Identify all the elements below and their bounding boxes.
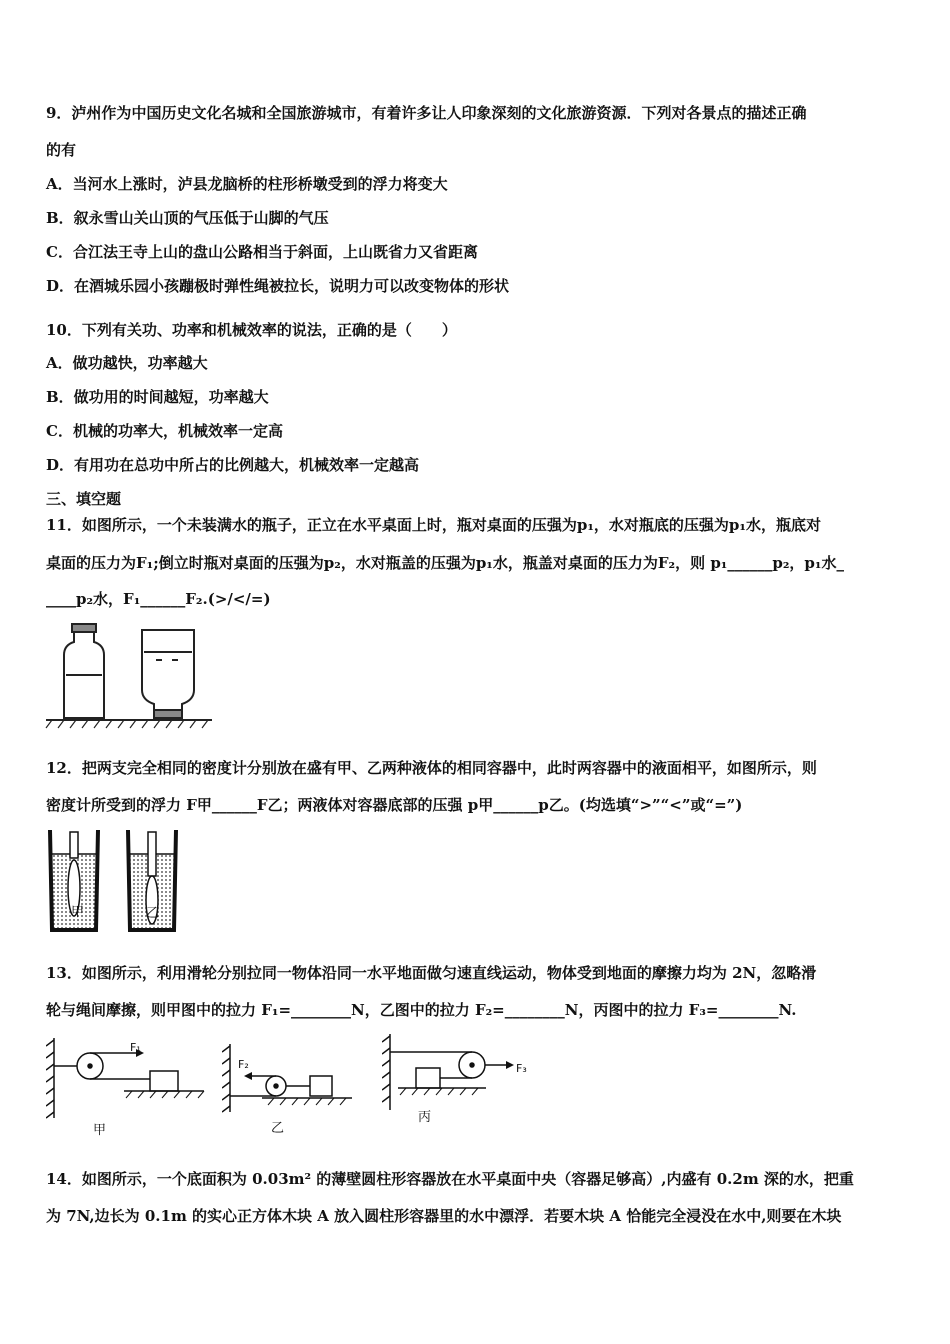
q10-option-b: B．做功用的时间越短，功率越大: [46, 388, 269, 406]
q11-line2: 桌面的压力为F₁;倒立时瓶对桌面的压强为p₂，水对瓶盖的压强为p₁水，瓶盖对桌面的压力为F₂，则 p₁______p₂，p₁水_: [46, 554, 844, 572]
section-title: 三、填空题: [46, 490, 122, 508]
q11-line3: ____p₂水，F₁______F₂.(>/</=): [46, 590, 271, 608]
q9-option-a: A．当河水上涨时，泸县龙脑桥的柱形桥墩受到的浮力将变大: [46, 175, 448, 193]
q13-line2: 轮与绳间摩擦，则甲图中的拉力 F₁=________N，乙图中的拉力 F₂=________N，丙图中的拉力 F₃=________N.: [46, 1001, 797, 1019]
q14-line2: 为 7N,边长为 0.1m 的实心正方体木块 A 放入圆柱形容器里的水中漂浮．若要木块 A 恰能完全浸没在水中,则要在木块: [46, 1207, 842, 1225]
q13-caption-jia: 甲: [93, 1123, 107, 1138]
q11-line1: 11．如图所示，一个未装满水的瓶子，正立在水平桌面上时，瓶对桌面的压强为p₁，水对瓶底的压强为p₁水，瓶底对: [46, 516, 821, 534]
q9-option-c: C．合江法王寺上山的盘山公路相当于斜面，上山既省力又省距离: [46, 243, 478, 261]
q13-figure-yi: [222, 1042, 362, 1114]
q13-label-f3: F₃: [516, 1062, 527, 1075]
q12-label-yi: 乙: [146, 906, 160, 921]
q12-line1: 12．把两支完全相同的密度计分别放在盛有甲、乙两种液体的相同容器中，此时两容器中的液面相平，如图所示，则: [46, 759, 817, 777]
q10-option-c: C．机械的功率大，机械效率一定高: [46, 422, 283, 440]
q13-caption-bing: 丙: [418, 1110, 432, 1125]
q9-stem-line1: 9．泸州作为中国历史文化名城和全国旅游城市，有着许多让人印象深刻的文化旅游资源．下列对各景点的描述正确: [46, 104, 807, 122]
q9-option-b: B．叙永雪山关山顶的气压低于山脚的气压: [46, 209, 329, 227]
q13-caption-yi: 乙: [271, 1121, 285, 1136]
q12-beakers-figure: [44, 826, 184, 934]
q11-bottles-figure: [44, 620, 214, 730]
q9-stem-line2: 的有: [46, 141, 77, 159]
q10-option-a: A．做功越快，功率越大: [46, 354, 208, 372]
q12-label-jia: 甲: [71, 905, 85, 920]
q13-line1: 13．如图所示，利用滑轮分别拉同一物体沿同一水平地面做匀速直线运动，物体受到地面的摩擦力均为 2N，忽略滑: [46, 964, 817, 982]
q13-figure-jia: [46, 1036, 206, 1120]
q13-label-f1: F₁: [130, 1041, 141, 1054]
q14-line1: 14．如图所示，一个底面积为 0.03m² 的薄壁圆柱形容器放在水平桌面中央（容器足够高）,内盛有 0.2m 深的水，把重: [46, 1170, 854, 1188]
q9-option-d: D．在酒城乐园小孩蹦极时弹性绳被拉长，说明力可以改变物体的形状: [46, 277, 510, 295]
q12-line2: 密度计所受到的浮力 F甲______F乙；两液体对容器底部的压强 p甲______p乙。(均选填“>”“<”或“=”): [46, 796, 743, 814]
q10-stem: 10．下列有关功、功率和机械效率的说法，正确的是（ ）: [46, 321, 457, 339]
q10-option-d: D．有用功在总功中所占的比例越大，机械效率一定越高: [46, 456, 420, 474]
q13-label-f2: F₂: [238, 1058, 249, 1071]
